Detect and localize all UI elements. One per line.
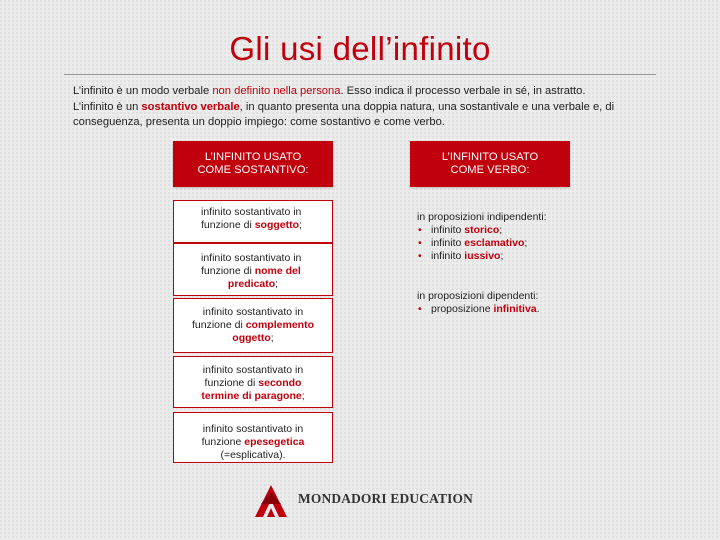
box-line: infinito sostantivato in [201, 206, 302, 218]
noun-usage-box [173, 200, 333, 243]
mondadori-rose-logo-icon [251, 482, 291, 518]
noun-usage-box [173, 298, 333, 353]
item-text: infinito [431, 224, 465, 236]
intro-text: L’infinito è un modo verbale [73, 85, 213, 97]
intro-text: , in quanto presenta una doppia natura, una sostantivale e una verbale e, di conseguenza, presenta un doppio impiego: come sostantivo e come verbo. [73, 100, 615, 129]
item-text: ; [500, 250, 504, 262]
list-item [417, 250, 587, 263]
noun-usage-box [173, 356, 333, 408]
item-text: ; [499, 224, 503, 236]
noun-usage-box [173, 243, 333, 296]
box-text: ; [299, 219, 302, 231]
title-divider [64, 74, 656, 75]
bullet-list [417, 224, 587, 263]
item-text: ; [524, 237, 528, 249]
box-text: funzione [201, 436, 245, 448]
box-highlight: nome del [254, 265, 301, 277]
box-line [201, 265, 330, 278]
box-highlight: complemento [245, 319, 314, 331]
noun-usage-box [173, 412, 333, 463]
item-text: infinito [431, 250, 465, 262]
brand-name: MONDADORI EDUCATION [298, 491, 474, 506]
item-highlight: iussivo [464, 250, 501, 262]
box-text: funzione di [204, 377, 259, 389]
box-line: infinito sostantivato in [202, 423, 304, 435]
bullet-list [417, 303, 587, 316]
intro-highlight: sostantivo verbale [141, 100, 240, 113]
intro-highlight: non definito nella persona [212, 85, 341, 97]
box-line [176, 377, 330, 390]
intro-paragraph [73, 84, 663, 131]
intro-text: L’infinito è un [73, 100, 142, 113]
box-highlight: secondo [258, 377, 302, 389]
box-text: funzione di [192, 319, 246, 331]
box-line [176, 436, 330, 449]
box-line [176, 319, 330, 332]
box-text: ; [270, 332, 274, 344]
noun-usage-header [173, 141, 333, 187]
block-intro: in proposizioni dipendenti: [417, 290, 539, 302]
item-text: . [536, 303, 540, 315]
intro-text: . Esso indica il processo verbale in sé, in astratto. [340, 85, 586, 97]
list-item [417, 224, 587, 237]
item-text: infinito [431, 237, 465, 249]
box-text: funzione di [201, 219, 255, 231]
box-text: ; [301, 390, 305, 402]
box-line [176, 332, 330, 345]
item-highlight: esclamativo [464, 237, 525, 249]
page-title: Gli usi dell’infinito [229, 30, 491, 67]
header-line: L’INFINITO USATO [441, 150, 539, 163]
independent-clauses-block [417, 211, 587, 263]
box-highlight: epesegetica [244, 436, 305, 448]
header-line: COME SOSTANTIVO: [197, 164, 309, 176]
header-line: COME VERBO: [450, 164, 530, 176]
box-line [176, 390, 330, 403]
block-intro: in proposizioni indipendenti: [417, 211, 547, 223]
box-line [201, 278, 330, 291]
box-highlight: predicato [227, 278, 276, 290]
item-highlight: storico [464, 224, 500, 236]
dependent-clauses-block [417, 290, 587, 316]
item-highlight: infinitiva [493, 303, 537, 315]
box-line: infinito sostantivato in [202, 306, 304, 318]
list-item [417, 303, 587, 316]
box-highlight: soggetto [254, 219, 300, 231]
box-line: (=esplicativa). [220, 449, 286, 461]
box-line: infinito sostantivato in [201, 252, 302, 264]
box-line [201, 219, 328, 232]
header-line: L’INFINITO USATO [204, 150, 302, 163]
item-text: proposizione [431, 303, 494, 315]
box-text: ; [275, 278, 279, 290]
box-text: funzione di [201, 265, 255, 277]
box-line: infinito sostantivato in [202, 364, 304, 376]
list-item [417, 237, 587, 250]
box-highlight: oggetto [232, 332, 271, 344]
verb-usage-header [410, 141, 570, 187]
box-highlight: termine di paragone [201, 390, 302, 402]
